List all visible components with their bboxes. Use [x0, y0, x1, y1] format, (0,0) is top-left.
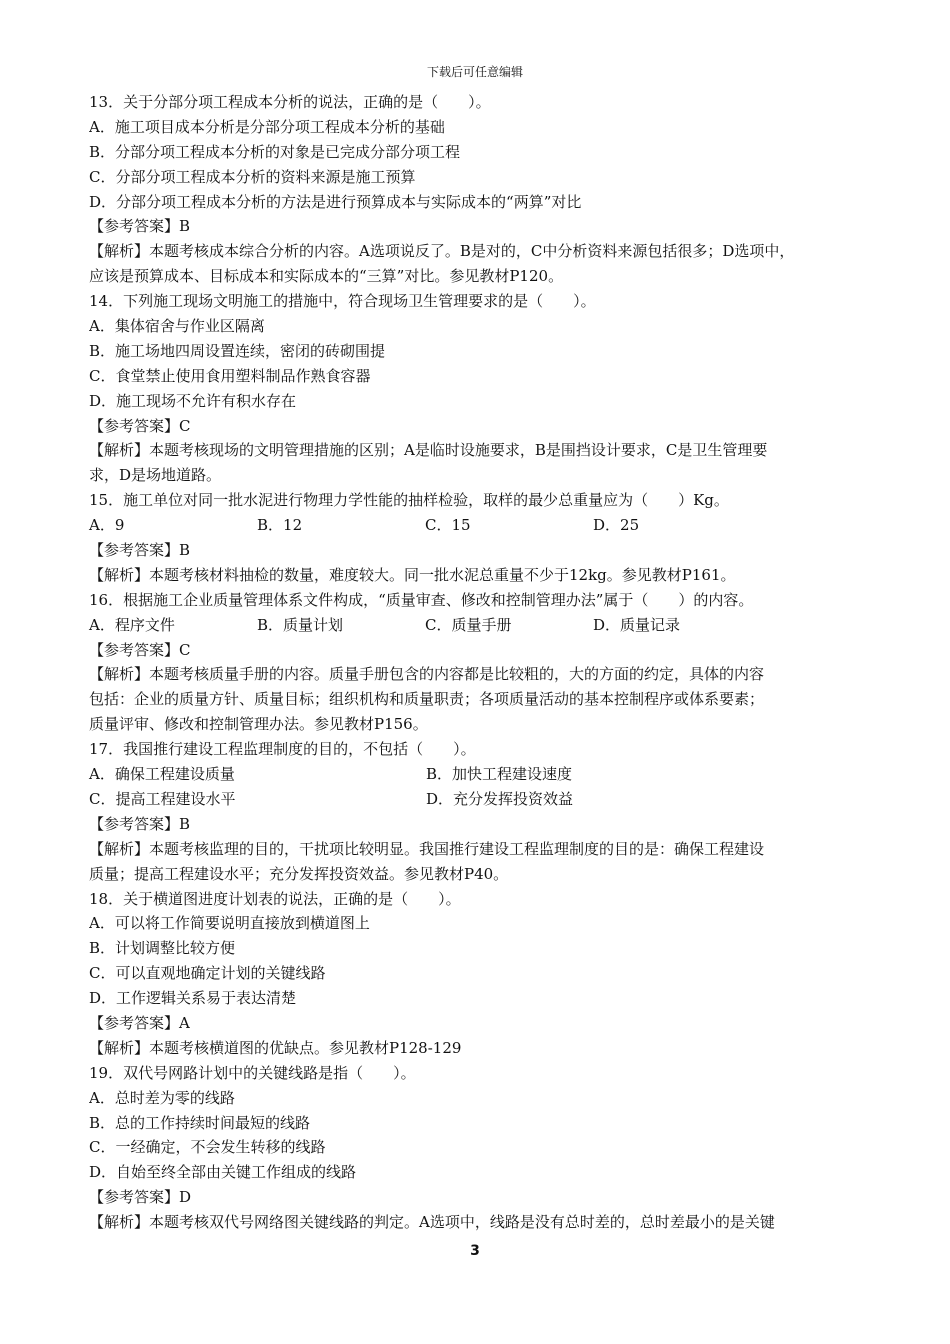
question-14: 14．下列施工现场文明施工的措施中，符合现场卫生管理要求的是（ ）。	[89, 292, 596, 311]
options-17-row-1	[89, 762, 864, 787]
document-body	[89, 90, 864, 1235]
option-14-b: B．施工场地四周设置连续，密闭的砖砌围提	[89, 341, 386, 360]
answer-16: 【参考答案】C	[89, 640, 191, 659]
explanation-14-line-2: 求，D是场地道路。	[89, 466, 222, 485]
answer-15: 【参考答案】B	[89, 541, 191, 560]
page-number: 3	[470, 1243, 480, 1259]
option-13-a: A．施工项目成本分析是分部分项工程成本分析的基础	[89, 117, 445, 136]
option-14-a: A．集体宿舍与作业区隔离	[89, 317, 265, 336]
question-13: 13．关于分部分项工程成本分析的说法，正确的是（ ）。	[89, 93, 491, 111]
option-18-a: A．可以将工作简要说明直接放到横道图上	[89, 914, 370, 933]
option-13-c: C．分部分项工程成本分析的资料来源是施工预算	[89, 167, 416, 186]
question-16: 16．根据施工企业质量管理体系文件构成，“质量审查、修改和控制管理办法”属于（ ）的内容。	[89, 590, 754, 609]
option-18-c: C．可以直观地确定计划的关键线路	[89, 964, 326, 983]
explanation-19-line-1: 【解析】本题考核双代号网络图关键线路的判定。A选项中，线路是没有总时差的，总时差最小的是关键	[89, 1213, 775, 1232]
explanation-18-line-1: 【解析】本题考核横道图的优缺点。参见教材P128-129	[89, 1038, 462, 1057]
explanation-13-line-1: 【解析】本题考核成本综合分析的内容。A选项说反了。B是对的，C中分析资料来源包括很多；D选项中，	[89, 242, 795, 261]
option-16-c: C．质量手册	[425, 615, 512, 634]
question-18: 18．关于横道图进度计划表的说法，正确的是（ ）。	[89, 889, 461, 908]
answer-14: 【参考答案】C	[89, 416, 191, 435]
explanation-16-line-3: 质量评审、修改和控制管理办法。参见教材P156。	[89, 715, 428, 734]
question-19: 19．双代号网路计划中的关键线路是指（ ）。	[89, 1063, 416, 1082]
options-17-row-2	[89, 787, 864, 812]
option-18-b: B．计划调整比较方便	[89, 939, 236, 958]
option-17-c: C．提高工程建设水平	[89, 789, 236, 808]
explanation-15-line-1: 【解析】本题考核材料抽检的数量，难度较大。同一批水泥总重量不少于12kg。参见教材P161。	[89, 565, 736, 584]
question-15: 15．施工单位对同一批水泥进行物理力学性能的抽样检验，取样的最少总重量应为（ ）Kg。	[89, 491, 729, 510]
option-16-a: A．程序文件	[89, 615, 175, 634]
option-13-b: B．分部分项工程成本分析的对象是已完成分部分项工程	[89, 142, 461, 161]
options-16	[89, 613, 864, 638]
option-16-b: B．质量计划	[257, 615, 344, 634]
option-19-d: D．自始至终全部由关键工作组成的线路	[89, 1163, 357, 1182]
option-15-a: A．9	[89, 516, 125, 535]
explanation-13-line-2: 应该是预算成本、目标成本和实际成本的“三算”对比。参见教材P120。	[89, 267, 564, 286]
option-17-a: A．确保工程建设质量	[89, 765, 235, 784]
option-15-c: C．15	[425, 516, 471, 535]
option-17-d: D．充分发挥投资效益	[426, 789, 574, 808]
option-15-b: B．12	[257, 516, 303, 535]
explanation-14-line-1: 【解析】本题考核现场的文明管理措施的区别；A是临时设施要求，B是围挡设计要求，C是卫生管理要	[89, 441, 768, 460]
option-16-d: D．质量记录	[593, 615, 681, 634]
explanation-16-line-1: 【解析】本题考核质量手册的内容。质量手册包含的内容都是比较粗的，大的方面的约定，具体的内容	[89, 665, 765, 684]
answer-17: 【参考答案】B	[89, 814, 191, 833]
option-13-d: D．分部分项工程成本分析的方法是进行预算成本与实际成本的“两算”对比	[89, 192, 582, 211]
option-19-b: B．总的工作持续时间最短的线路	[89, 1113, 311, 1132]
page-header: 下载后可任意编辑	[426, 65, 523, 79]
option-15-d: D．25	[593, 516, 640, 535]
option-17-b: B．加快工程建设速度	[426, 765, 573, 784]
answer-18: 【参考答案】A	[89, 1013, 190, 1032]
question-17: 17．我国推行建设工程监理制度的目的，不包括（ ）。	[89, 740, 476, 759]
option-14-c: C．食堂禁止使用食用塑料制品作熟食容器	[89, 366, 371, 385]
explanation-16-line-2: 包括：企业的质量方针、质量目标；组织机构和质量职责；各项质量活动的基本控制程序或体系要素；	[89, 690, 765, 709]
option-19-a: A．总时差为零的线路	[89, 1088, 235, 1107]
answer-13: 【参考答案】B	[89, 217, 191, 236]
option-18-d: D．工作逻辑关系易于表达清楚	[89, 989, 297, 1008]
option-14-d: D．施工现场不允许有积水存在	[89, 391, 297, 410]
option-19-c: C．一经确定，不会发生转移的线路	[89, 1138, 326, 1157]
options-15	[89, 513, 864, 538]
explanation-17-line-1: 【解析】本题考核监理的目的，干扰项比较明显。我国推行建设工程监理制度的目的是：确保工程建设	[89, 839, 765, 858]
explanation-17-line-2: 质量；提高工程建设水平；充分发挥投资效益。参见教材P40。	[89, 864, 509, 883]
answer-19: 【参考答案】D	[89, 1188, 192, 1207]
